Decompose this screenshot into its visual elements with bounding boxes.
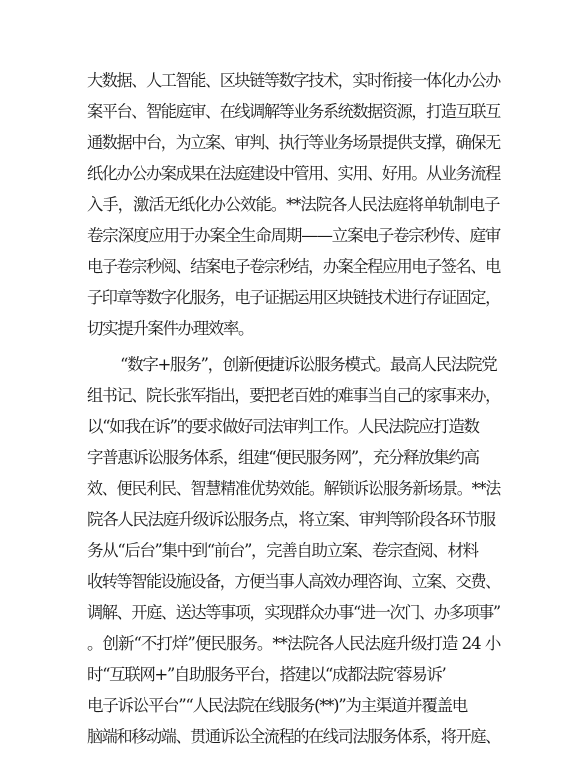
paragraph-line: 调解、开庭、送达等事项，实现群众办事“进一次门、办多项事” bbox=[87, 603, 500, 622]
paragraph-line: 字普惠诉讼服务体系，组建“便民服务网”，充分释放集约高 bbox=[87, 448, 479, 467]
paragraph-line: 院各人民法庭升级诉讼服务点，将立案、审判等阶段各环节服 bbox=[87, 510, 495, 529]
paragraph-line: 电子诉讼平台”“人民法院在线服务(**)”为主渠道并覆盖电 bbox=[87, 696, 467, 715]
paragraph-line: 案平台、智能庭审、在线调解等业务系统数据资源，打造互联互 bbox=[87, 102, 500, 121]
paragraph-line: 卷宗深度应用于办案全生命周期——立案电子卷宗秒传、庭审 bbox=[87, 226, 501, 245]
paragraph-line: 电子卷宗秒阅、结案电子卷宗秒结，办案全程应用电子签名、电 bbox=[87, 257, 500, 276]
paragraph-line: 务从“后台”集中到“前台”，完善自助立案、卷宗查阅、材料 bbox=[87, 541, 478, 560]
paragraph-line: 大数据、人工智能、区块链等数字技术，实时衔接一体化办公办 bbox=[87, 71, 500, 90]
paragraph-line: 通数据中台，为立案、审判、执行等业务场景提供支撑，确保无 bbox=[87, 133, 500, 152]
paragraph-line: 脑端和移动端、贯通诉讼全流程的在线司法服务体系，将开庭、 bbox=[87, 727, 500, 746]
paragraph-line: 入手，激活无纸化办公效能。**法院各人民法庭将单轨制电子 bbox=[87, 195, 500, 214]
paragraph-line: 效、便民利民、智慧精准优势效能。解锁诉讼服务新场景。**法 bbox=[87, 479, 501, 498]
paragraph-line: 切实提升案件办理效率。 bbox=[87, 319, 254, 338]
paragraph-line: 子印章等数字化服务，电子证据运用区块链技术进行存证固定， bbox=[87, 288, 500, 307]
paragraph-line: 。创新“不打烊”便民服务。**法院各人民法庭升级打造 24 小 bbox=[87, 634, 501, 653]
paragraph-line: 以“如我在诉”的要求做好司法审判工作。人民法院应打造数 bbox=[87, 417, 479, 436]
paragraph-line: 组书记、院长张军指出，要把老百姓的难事当自己的家事来办， bbox=[87, 386, 500, 405]
paragraph-line: “数字+服务”，创新便捷诉讼服务模式。最高人民法院党 bbox=[120, 355, 497, 374]
paragraph-line: 时“互联网+”自助服务平台，搭建以“成都法院‘蓉易诉’ bbox=[87, 665, 446, 684]
paragraph-line: 纸化办公办案成果在法庭建设中管用、实用、好用。从业务流程 bbox=[87, 164, 500, 183]
paragraph-line: 收转等智能设施设备，方便当事人高效办理咨询、立案、交费、 bbox=[87, 572, 500, 591]
